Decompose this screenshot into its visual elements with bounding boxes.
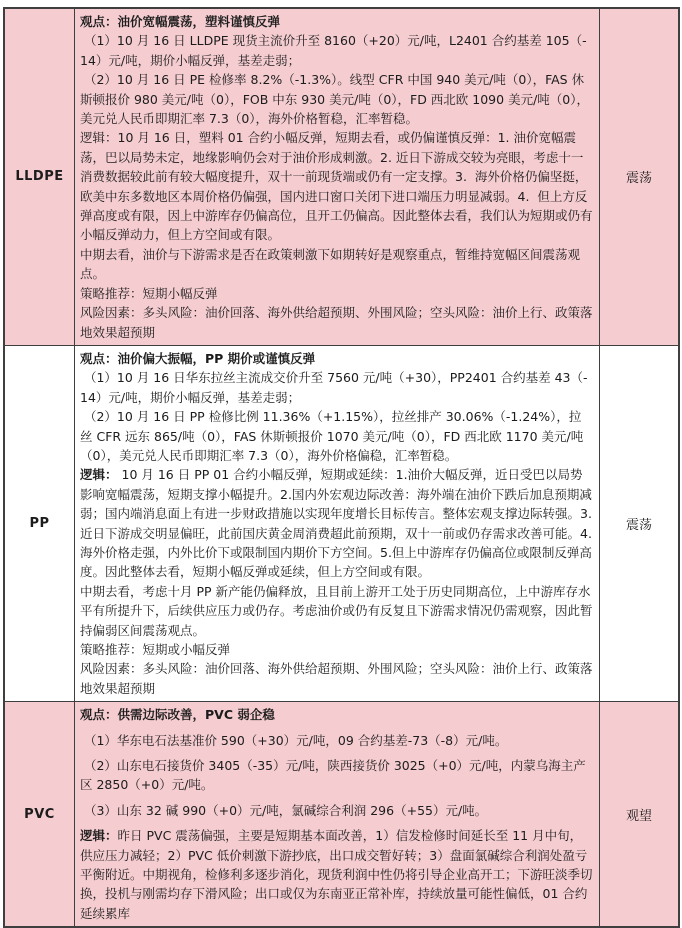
outlook-badge-pvc: 观望 xyxy=(625,808,652,824)
mid-term-paragraph: 中期去看，油价与下游需求是否在政策刺激下如期转好是观察重点，暂维持宽幅区间震荡观点。 xyxy=(80,246,581,282)
logic-paragraph: 逻辑：10 月 16 日，塑料 01 合约小幅反弹，短期去看，或仍偏谨慎反弹：1. 油价宽幅震荡，巴以局势未定，地缘影响仍会对于油价形成刺激。2. 近日下游成交较为亮眼，考虑十一消费数据较此前有较大幅度提升，双十一前现货端或仍有一定支撑。3. 海外价格仍偏坚挺，欧美中东多数地区本周价格仍偏强，国内进口窗口关闭下进口端压力明显减弱。4. 但上方反弹高度或有限，因上中游库存仍偏高位，且开工仍偏高。因此整体去看，我们认为短期或仍有小幅反弹动力，但上方空间或有限。 xyxy=(80,130,593,243)
data-point-1: （1）10 月 16 日华东拉丝主流成交价升至 7560 元/吨（+30），PP2401 合约基差 43（-14）元/吨，期价小幅反弹，基差走弱； xyxy=(80,370,588,405)
commodity-name-pp: PP xyxy=(5,346,75,701)
table-row-pvc xyxy=(5,702,678,926)
logic-paragraph: 逻辑：昨日 PVC 震荡偏强，主要是短期基本面改善，1）信发检修时间延长至 11 月中旬，供应压力减轻；2）PVC 低价刺激下游抄底，出口成交暂好转；3）盘面氯碱综合利润处盈亏平衡附近。中期视角，检修利多逐步消化，现货利润中性仍将引导企业高开工；下游旺淡季切换，投机与刚需均存下滑风险；出口或仅为东南亚正常补库，持续放量可能性偏低，01 合约延续累库 xyxy=(80,828,593,921)
risk-paragraph: 风险因素：多头风险：油价回落、海外供给超预期、外围风险；空头风险：油价上行、政策落地效果超预期 xyxy=(80,661,593,696)
analysis-cell-lldpe xyxy=(75,9,600,345)
viewpoint-paragraph: 观点：油价宽幅震荡，塑料谨慎反弹 xyxy=(80,14,281,29)
data-point-2: （2）山东电石接货价 3405（-35）元/吨，陕西接货价 3025（+0）元/吨，内蒙乌海主产区 2850（+0）元/吨。 xyxy=(80,758,586,793)
outlook-badge-pp: 震荡 xyxy=(625,518,652,534)
strategy-paragraph: 策略推荐：短期小幅反弹 xyxy=(80,285,218,301)
analysis-cell-pvc xyxy=(75,702,600,926)
data-point-2: （2）10 月 16 日 PP 检修比例 11.36%（+1.15%），拉丝排产 30.06%（-1.24%），拉丝 CFR 远东 865/吨（0），FAS 休斯顿报价 1070 美元/吨（0），FD 西北欧 1170 美元/吨（0），美元兑人民币即期汇率 7.3（0），海外价格偏稳，汇率暂稳。 xyxy=(80,409,584,463)
strategy-paragraph: 策略推荐：短期或小幅反弹 xyxy=(80,642,231,657)
viewpoint-paragraph: 观点：供需边际改善，PVC 弱企稳 xyxy=(80,707,275,723)
viewpoint-paragraph: 观点：油价偏大振幅，PP 期价或谨慎反弹 xyxy=(80,350,316,366)
commodity-name-lldpe: LLDPE xyxy=(5,9,75,345)
data-point-1: （1）华东电石法基准价 590（+30）元/吨，09 合约基差-73（-8）元/吨。 xyxy=(80,732,508,748)
data-point-1: （1）10 月 16 日 LLDPE 现货主流价升至 8160（+20）元/吨，L2401 合约基差 105（-14）元/吨，期价小幅反弹，基差走弱； xyxy=(80,33,587,68)
logic-paragraph: 逻辑： 10 月 16 日 PP 01 合约小幅反弹，短期或延续：1.油价大幅反弹，近日受巴以局势影响宽幅震荡，短期支撑小幅提升。2.国内外宏观边际改善：海外端在油价下跌后加息预期减弱；国内端消息面上有进一步财政措施以实现年度增长目标传言。整体宏观支撑边际转强。3.近日下游成交明显偏旺，此前国庆黄金周消费超此前预期，双十一前或仍存需求改善可能。4.海外价格走强，内外比价下或限制国内期价下方空间。5.但上中游库存仍偏高位或限制反弹高度。因此整体去看，短期小幅反弹或延续，但上方空间或有限。 xyxy=(80,467,592,580)
strategy-table xyxy=(3,7,680,928)
mid-term-paragraph: 中期去看，考虑十月 PP 新产能仍偏释放，且目前上游开工处于历史同期高位，上中游库存水平有所提升下，后续供应压力或仍存。考虑油价或仍有反复且下游需求情况仍需观察，因此暂持偏弱区间震荡观点。 xyxy=(80,583,593,638)
table-row-lldpe xyxy=(5,9,678,346)
table-row-pp xyxy=(5,346,678,702)
outlook-badge-lldpe: 震荡 xyxy=(625,171,652,187)
data-point-2: （2）10 月 16 日 PE 检修率 8.2%（-1.3%）。线型 CFR 中国 940 美元/吨（0），FAS 休斯顿报价 980 美元/吨（0），FOB 中东 930 美元/吨（0），FD 西北欧 1090 美元/吨（0），美元兑人民币即期汇率 7.3（0），海外价格暂稳，汇率暂稳。 xyxy=(80,72,589,127)
data-point-3: （3）山东 32 碱 990（+0）元/吨，氯碱综合利润 296（+55）元/吨。 xyxy=(80,802,488,818)
commodity-name-pvc: PVC xyxy=(5,702,75,926)
risk-paragraph: 风险因素：多头风险：油价回落、海外供给超预期、外围风险；空头风险：油价上行、政策落地效果超预期 xyxy=(80,305,593,340)
analysis-cell-pp xyxy=(75,346,600,701)
